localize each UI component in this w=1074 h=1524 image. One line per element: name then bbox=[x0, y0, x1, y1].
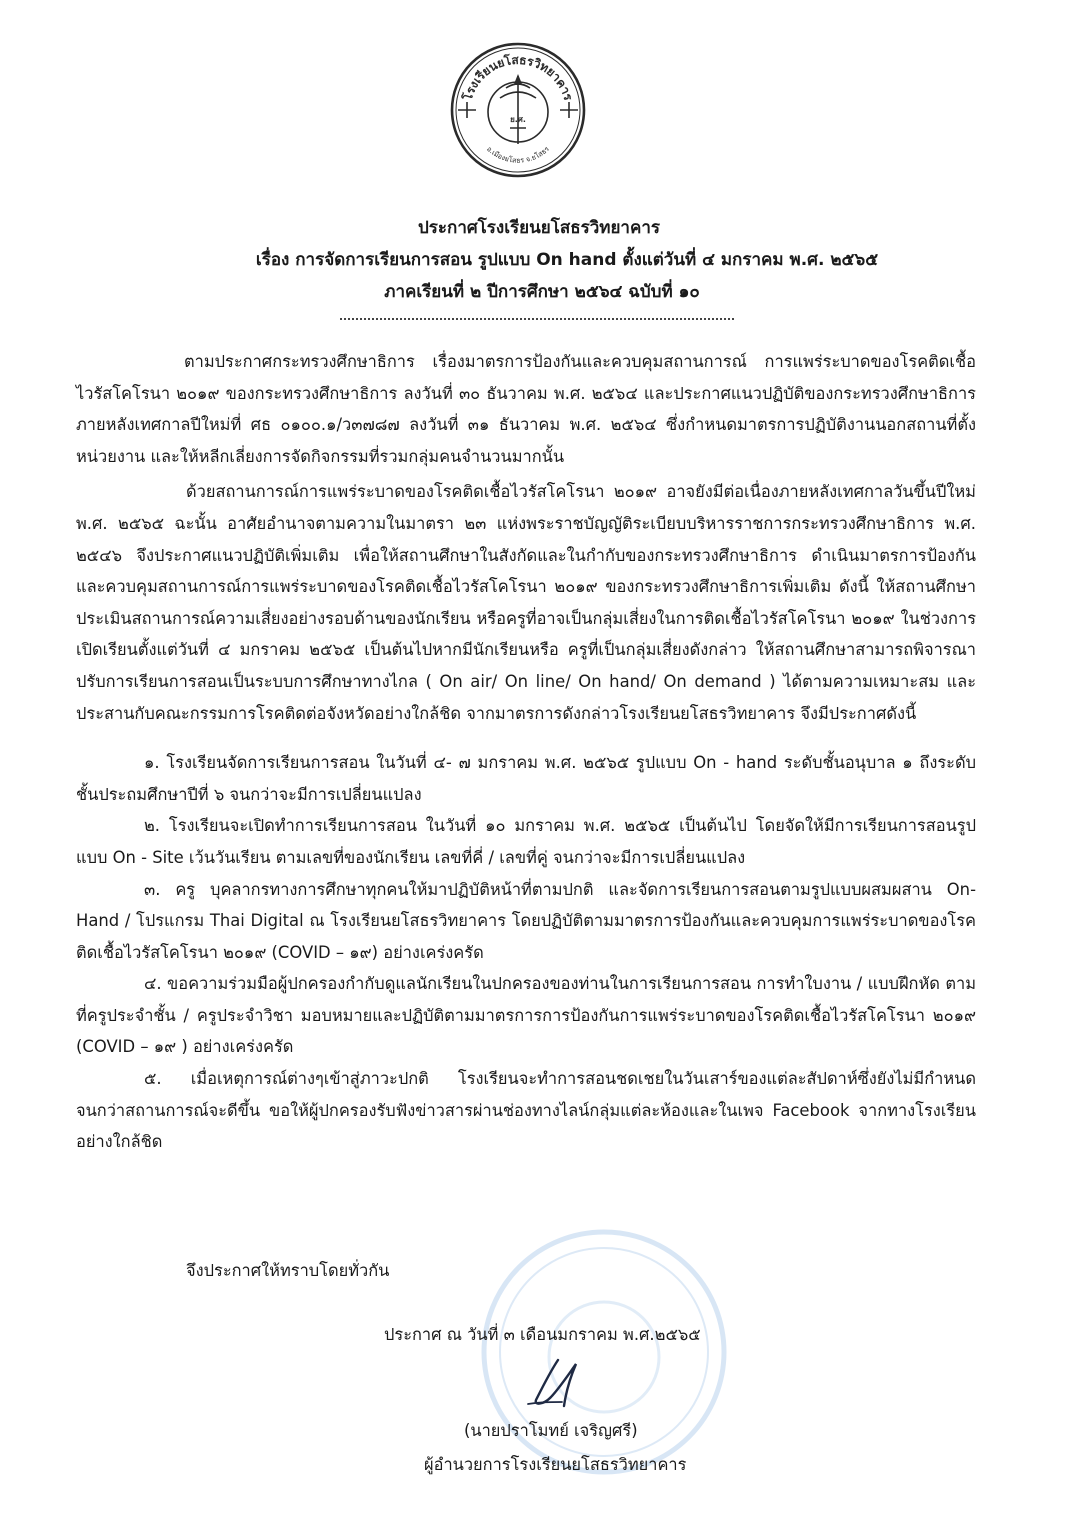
document-header bbox=[0, 212, 1074, 308]
list-item-2: ๒. โรงเรียนจะเปิดทำการเรียนการสอน ในวันที่ ๑๐ มกราคม พ.ศ. ๒๕๖๕ เป็นต้นไป โดยจัดให้มีการเรียนการสอนรูปแบบ On - Site เว้นวันเรียน ตามเลขที่ของนักเรียน เลขที่คี่ / เลขที่คู่ จนกว่าจะมีการเปลี่ยนแปลง bbox=[76, 816, 976, 867]
header-divider bbox=[340, 318, 734, 320]
list-item-5: ๕. เมื่อเหตุการณ์ต่างๆเข้าสู่ภาวะปกติ โรงเรียนจะทำการสอนชดเชยในวันเสาร์ของแต่ละสัปดาห์ซึ่งยังไม่มีกำหนดจนกว่าสถานการณ์จะดีขึ้น ขอให้ผู้ปกครองรับฟังข่าวสารผ่านช่องทางไลน์กลุ่มแต่ละห้องและในเพจ Facebook จากทางโรงเรียนอย่างใกล้ชิด bbox=[76, 1069, 976, 1152]
signature-icon bbox=[520, 1352, 610, 1412]
body-paragraph-2: ด้วยสถานการณ์การแพร่ระบาดของโรคติดเชื้อไวรัสโคโรนา ๒๐๑๙ อาจยังมีต่อเนื่องภายหลังเทศกาลวันขึ้นปีใหม่ พ.ศ. ๒๕๖๕ ฉะนั้น อาศัยอำนาจตามความในมาตรา ๒๓ แห่งพระราชบัญญัติระเบียบบริหารราชการกระทรวงศึกษาธิการ พ.ศ. ๒๕๔๖ จึงประกาศแนวปฏิบัติเพิ่มเติม เพื่อให้สถานศึกษาในสังกัดและในกำกับของกระทรวงศึกษาธิการ ดำเนินมาตรการป้องกันและควบคุมสถานการณ์การแพร่ระบาดของโรคติดเชื้อไวรัสโคโรนา ๒๐๑๙ ของกระทรวงศึกษาธิการเพิ่มเติม ดังนี้ ให้สถานศึกษาประเมินสถานการณ์ความเสี่ยงอย่างรอบด้านของนักเรียน หรือครูที่อาจเป็นกลุ่มเสี่ยงในการติดเชื้อไวรัสโคโรนา ๒๐๑๙ ในช่วงการเปิดเรียนตั้งแต่วันที่ ๔ มกราคม ๒๕๖๕ เป็นต้นไปหากมีนักเรียนหรือ ครูที่เป็นกลุ่มเสี่ยงดังกล่าว ให้สถานศึกษาสามารถพิจารณาปรับการเรียนการสอนเป็นระบบการศึกษาทางไกล ( On air/ On line/ On hand/ On demand ) ได้ตามความเหมาะสม และประสานกับคณะกรรมการโรคติดต่อจังหวัดอย่างใกล้ชิด จากมาตรการดังกล่าวโรงเรียนยโสธรวิทยาคาร จึงมีประกาศดังนี้ bbox=[76, 482, 976, 723]
announcement-date: ประกาศ ณ วันที่ ๓ เดือนมกราคม พ.ศ.๒๕๖๕ bbox=[384, 1325, 701, 1344]
signer-name: (นายปราโมทย์ เจริญศรี) bbox=[464, 1421, 638, 1440]
seal-school-name: โรงเรียนยโสธรวิทยาคาร bbox=[460, 52, 576, 103]
school-seal-icon bbox=[448, 40, 588, 180]
seal-location: อ.เมืองยโสธร จ.ยโสธร bbox=[485, 145, 551, 165]
list-item-4: ๔. ขอความร่วมมือผู้ปกครองกำกับดูแลนักเรียนในปกครองของท่านในการเรียนการสอน การทำใบงาน / แบบฝึกหัด ตามที่ครูประจำชั้น / ครูประจำวิชา มอบหมายและปฏิบัติตามมาตรการการป้องกันการแพร่ระบาดของโรคติดเชื้อไวรัสโคโรนา ๒๐๑๙ (COVID – ๑๙ ) อย่างเคร่งครัด bbox=[76, 974, 976, 1057]
body-paragraph-1: ตามประกาศกระทรวงศึกษาธิการ เรื่องมาตรการป้องกันและควบคุมสถานการณ์ การแพร่ระบาดของโรคติดเชื้อไวรัสโคโรนา ๒๐๑๙ ของกระทรวงศึกษาธิการ ลงวันที่ ๓๐ ธันวาคม พ.ศ. ๒๕๖๔ และประกาศแนวปฏิบัติของกระทรวงศึกษาธิการภายหลังเทศกาลปีใหม่ที่ ศธ ๐๑๐๐.๑/ว๓๗๘๗ ลงวันที่ ๓๑ ธันวาคม พ.ศ. ๒๕๖๔ ซึ่งกำหนดมาตรการปฏิบัติงานนอกสถานที่ตั้งหน่วยงาน และให้หลีกเลี่ยงการจัดกิจกรรมที่รวมกลุ่มคนจำนวนมากนั้น bbox=[76, 352, 976, 466]
signer-position: ผู้อำนวยการโรงเรียนยโสธรวิทยาคาร bbox=[424, 1455, 687, 1474]
document-body bbox=[76, 346, 976, 1158]
announcement-title: ประกาศโรงเรียนยโสธรวิทยาคาร bbox=[417, 218, 661, 238]
list-item-3: ๓. ครู บุคลากรทางการศึกษาทุกคนให้มาปฏิบัติหน้าที่ตามปกติ และจัดการเรียนการสอนตามรูปแบบผสมผสาน On-Hand / โปรแกรม Thai Digital ณ โรงเรียนยโสธรวิทยาคาร โดยปฏิบัติตามมาตรการป้องกันและควบคุมการแพร่ระบาดของโรคติดเชื้อไวรัสโคโรนา ๒๐๑๙ (COVID – ๑๙) อย่างเคร่งครัด bbox=[76, 879, 976, 962]
announcement-term: ภาคเรียนที่ ๒ ปีการศึกษา ๒๕๖๔ ฉบับที่ ๑๐ bbox=[384, 282, 700, 302]
closing-announcement: จึงประกาศให้ทราบโดยทั่วกัน bbox=[186, 1261, 390, 1280]
svg-text:อ.เมืองยโสธร จ.ยโสธร bbox=[485, 145, 551, 165]
seal-initials: ย.ศ. bbox=[510, 115, 526, 124]
announcement-subject: เรื่อง การจัดการเรียนการสอน รูปแบบ On hand ตั้งแต่วันที่ ๔ มกราคม พ.ศ. ๒๕๖๕ bbox=[255, 250, 879, 270]
list-item-1: ๑. โรงเรียนจัดการเรียนการสอน ในวันที่ ๔- ๗ มกราคม พ.ศ. ๒๕๖๕ รูปแบบ On - hand ระดับชั้นอนุบาล ๑ ถึงระดับชั้นประถมศึกษาปีที่ ๖ จนกว่าจะมีการเปลี่ยนแปลง bbox=[76, 753, 976, 804]
